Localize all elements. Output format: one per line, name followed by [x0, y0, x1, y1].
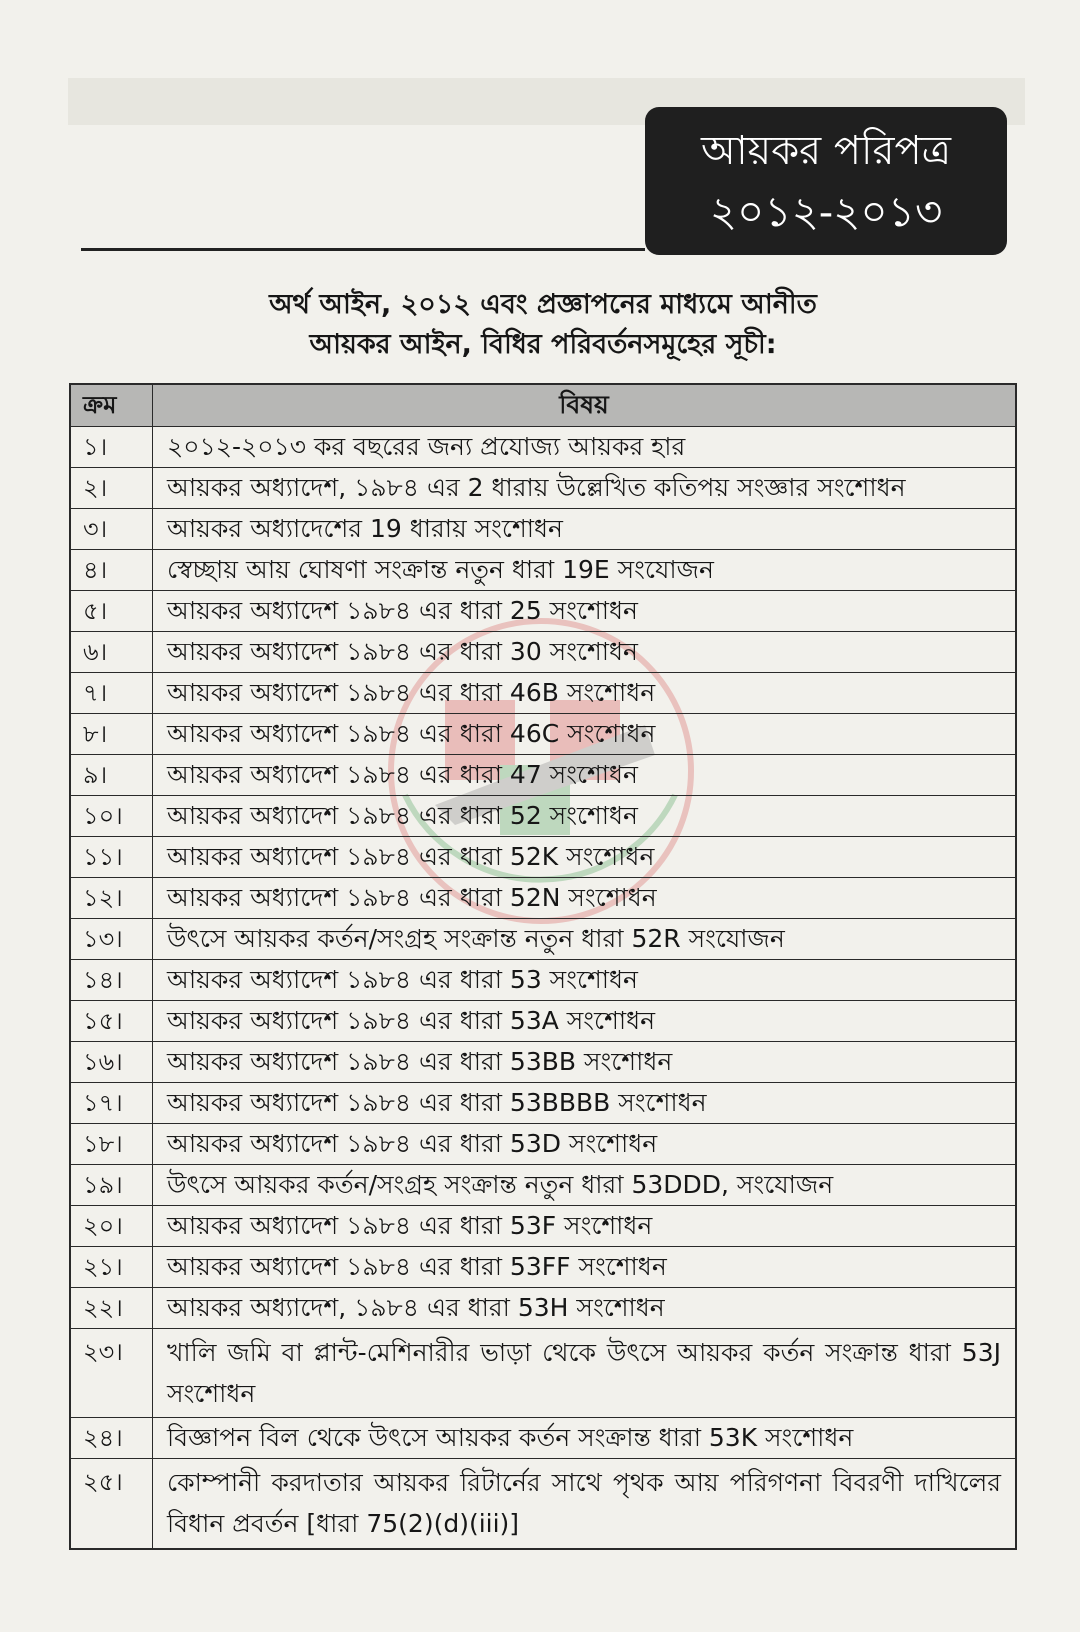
- table-row: [71, 1247, 1015, 1288]
- row-serial: ১০।: [71, 796, 153, 836]
- row-serial: ১৮।: [71, 1124, 153, 1164]
- row-serial: ১১।: [71, 837, 153, 877]
- row-subject: আয়কর অধ্যাদেশ ১৯৮৪ এর ধারা 30 সংশোধন: [167, 637, 638, 666]
- row-subject: আয়কর অধ্যাদেশ ১৯৮৪ এর ধারা 53A সংশোধন: [167, 1006, 656, 1035]
- table-row: [71, 1329, 1015, 1418]
- row-subject: আয়কর অধ্যাদেশ ১৯৮৪ এর ধারা 53D সংশোধন: [167, 1129, 658, 1158]
- row-serial: ১৪।: [71, 960, 153, 1000]
- table-row: [71, 509, 1015, 550]
- row-subject: আয়কর অধ্যাদেশের 19 ধারায় সংশোধন: [167, 514, 563, 543]
- row-subject: স্বেচ্ছায় আয় ঘোষণা সংক্রান্ত নতুন ধারা 19E সংযোজন: [167, 555, 714, 584]
- table-row: [71, 1042, 1015, 1083]
- table-row: [71, 714, 1015, 755]
- table-row: [71, 755, 1015, 796]
- row-subject: আয়কর অধ্যাদেশ ১৯৮৪ এর ধারা 53FF সংশোধন: [167, 1252, 667, 1281]
- row-subject: আয়কর অধ্যাদেশ, ১৯৮৪ এর ধারা 53H সংশোধন: [167, 1293, 665, 1322]
- table-row: [71, 1165, 1015, 1206]
- table-row: [71, 1001, 1015, 1042]
- table-row: [71, 837, 1015, 878]
- table-row: [71, 1418, 1015, 1459]
- row-serial: ২৪।: [71, 1418, 153, 1458]
- row-subject: আয়কর অধ্যাদেশ ১৯৮৪ এর ধারা 52K সংশোধন: [167, 842, 655, 871]
- row-subject: কোম্পানী করদাতার আয়কর রিটার্নের সাথে পৃথক আয় পরিগণনা বিবরণী দাখিলের বিধান প্রবর্তন [ধারা 75(2)(d)(iii)]: [167, 1468, 1001, 1538]
- row-subject: আয়কর অধ্যাদেশ ১৯৮৪ এর ধারা 46C সংশোধন: [167, 719, 656, 748]
- header-rule: [81, 248, 645, 251]
- table-row: [71, 468, 1015, 509]
- row-serial: ৭।: [71, 673, 153, 713]
- row-serial: ২১।: [71, 1247, 153, 1287]
- table-row: [71, 550, 1015, 591]
- row-serial: ১৩।: [71, 919, 153, 959]
- row-subject: আয়কর অধ্যাদেশ ১৯৮৪ এর ধারা 47 সংশোধন: [167, 760, 638, 789]
- page-title-line-2: আয়কর আইন, বিধির পরিবর্তনসমূহের সূচী:: [309, 329, 777, 360]
- table-row: [71, 1206, 1015, 1247]
- row-serial: ২০।: [71, 1206, 153, 1246]
- table-row: [71, 427, 1015, 468]
- table-row: [71, 673, 1015, 714]
- table-row: [71, 1459, 1015, 1548]
- table-row: [71, 1083, 1015, 1124]
- row-serial: ১।: [71, 427, 153, 467]
- row-subject: উৎসে আয়কর কর্তন/সংগ্রহ সংক্রান্ত নতুন ধারা 52R সংযোজন: [167, 924, 785, 953]
- table-row: [71, 1124, 1015, 1165]
- row-subject: আয়কর অধ্যাদেশ ১৯৮৪ এর ধারা 53BB সংশোধন: [167, 1047, 673, 1076]
- row-subject: উৎসে আয়কর কর্তন/সংগ্রহ সংক্রান্ত নতুন ধারা 53DDD, সংযোজন: [167, 1170, 834, 1199]
- circular-year: ২০১২-২০১৩: [709, 187, 943, 236]
- row-serial: ১৫।: [71, 1001, 153, 1041]
- row-serial: ২২।: [71, 1288, 153, 1328]
- row-serial: ৯।: [71, 755, 153, 795]
- row-subject: আয়কর অধ্যাদেশ ১৯৮৪ এর ধারা 53F সংশোধন: [167, 1211, 653, 1240]
- table-row: [71, 591, 1015, 632]
- row-serial: ২।: [71, 468, 153, 508]
- row-serial: ৩।: [71, 509, 153, 549]
- row-serial: ১২।: [71, 878, 153, 918]
- row-subject: আয়কর অধ্যাদেশ ১৯৮৪ এর ধারা 53 সংশোধন: [167, 965, 638, 994]
- circular-title-box: [645, 107, 1007, 255]
- page-title-line-1: অর্থ আইন, ২০১২ এবং প্রজ্ঞাপনের মাধ্যমে আনীত: [269, 289, 817, 320]
- row-serial: ২৫।: [71, 1459, 153, 1548]
- table-row: [71, 919, 1015, 960]
- amendments-table: [69, 383, 1017, 1550]
- row-serial: ১৭।: [71, 1083, 153, 1123]
- row-subject: আয়কর অধ্যাদেশ ১৯৮৪ এর ধারা 52N সংশোধন: [167, 883, 657, 912]
- row-subject: আয়কর অধ্যাদেশ ১৯৮৪ এর ধারা 46B সংশোধন: [167, 678, 656, 707]
- table-row: [71, 960, 1015, 1001]
- row-subject: আয়কর অধ্যাদেশ ১৯৮৪ এর ধারা 52 সংশোধন: [167, 801, 638, 830]
- row-serial: ৫।: [71, 591, 153, 631]
- table-row: [71, 1288, 1015, 1329]
- header-serial: ক্রম: [71, 385, 153, 426]
- row-subject: আয়কর অধ্যাদেশ ১৯৮৪ এর ধারা 53BBBB সংশোধন: [167, 1088, 707, 1117]
- row-serial: ৪।: [71, 550, 153, 590]
- row-subject: বিজ্ঞাপন বিল থেকে উৎসে আয়কর কর্তন সংক্রান্ত ধারা 53K সংশোধন: [167, 1423, 854, 1452]
- header-subject: বিষয়: [559, 390, 609, 419]
- row-subject: আয়কর অধ্যাদেশ ১৯৮৪ এর ধারা 25 সংশোধন: [167, 596, 638, 625]
- row-serial: ১৬।: [71, 1042, 153, 1082]
- table-row: [71, 878, 1015, 919]
- table-header-row: [71, 385, 1015, 427]
- row-serial: ১৯।: [71, 1165, 153, 1205]
- table-row: [71, 796, 1015, 837]
- table-row: [71, 632, 1015, 673]
- row-subject: খালি জমি বা প্লান্ট-মেশিনারীর ভাড়া থেকে উৎসে আয়কর কর্তন সংক্রান্ত ধারা 53J সংশোধন: [167, 1338, 1001, 1408]
- row-serial: ৮।: [71, 714, 153, 754]
- row-serial: ২৩।: [71, 1329, 153, 1417]
- row-subject: আয়কর অধ্যাদেশ, ১৯৮৪ এর 2 ধারায় উল্লেখিত কতিপয় সংজ্ঞার সংশোধন: [167, 473, 906, 502]
- row-subject: ২০১২-২০১৩ কর বছরের জন্য প্রযোজ্য আয়কর হার: [167, 432, 686, 461]
- circular-title: আয়কর পরিপত্র: [700, 128, 952, 174]
- row-serial: ৬।: [71, 632, 153, 672]
